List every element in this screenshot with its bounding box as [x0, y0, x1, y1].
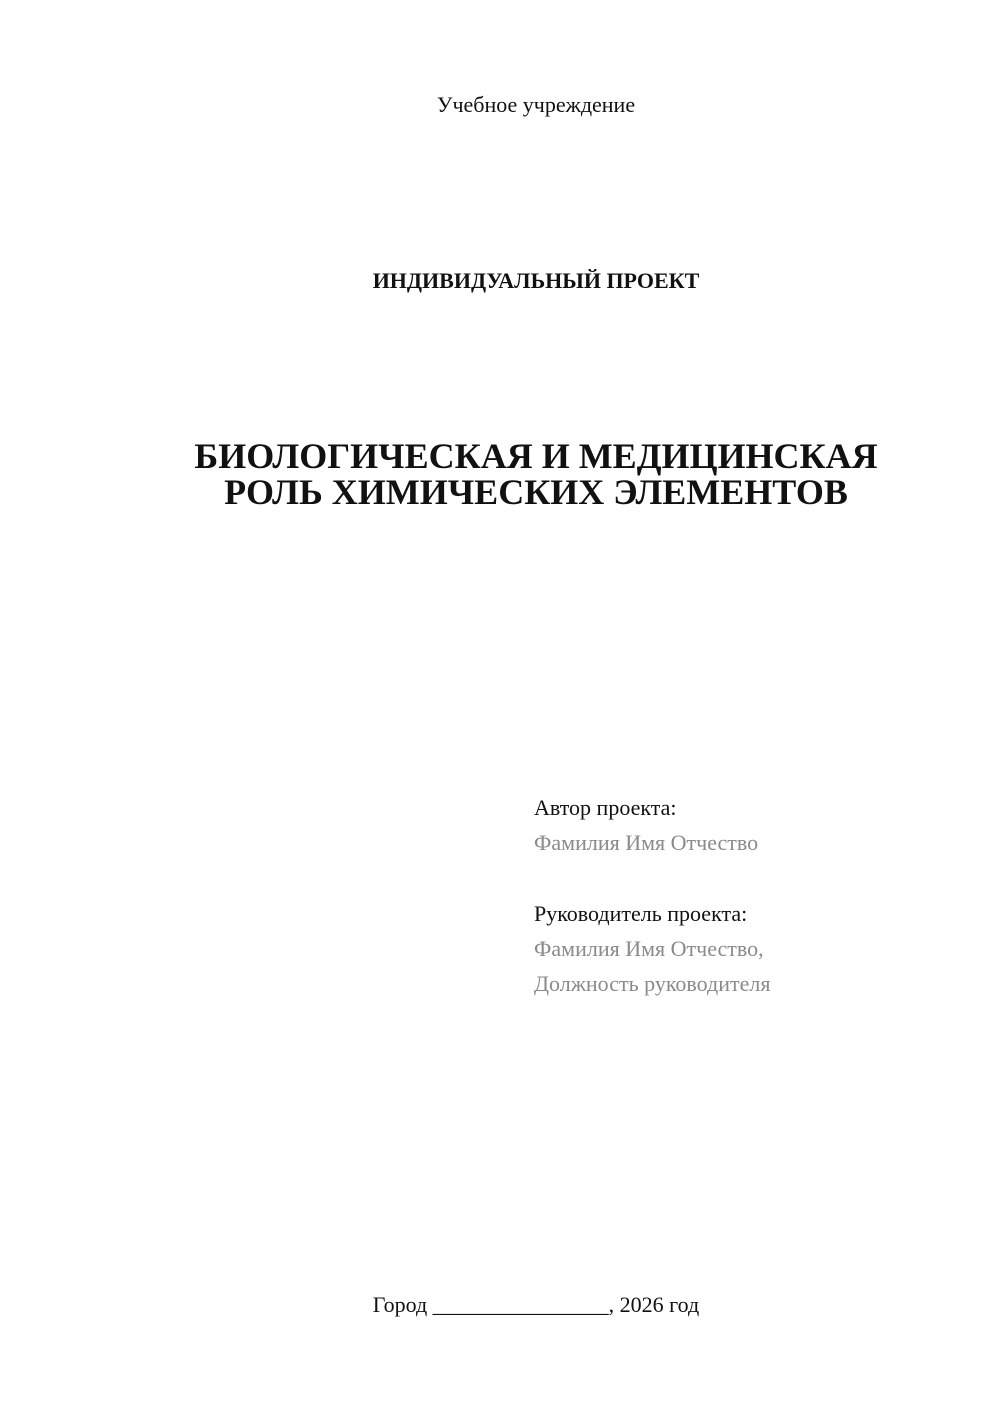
- project-credits: [534, 790, 954, 1001]
- institution-name: Учебное учреждение: [436, 92, 636, 117]
- credits-spacer: [534, 860, 954, 896]
- project-title: [0, 438, 1000, 510]
- supervisor-position: Должность руководителя: [534, 971, 771, 996]
- project-title-line-2: РОЛЬ ХИМИЧЕСКИХ ЭЛЕМЕНТОВ: [224, 472, 848, 512]
- city-year-footer: Город ________________, 2026 год: [372, 1292, 700, 1317]
- author-name: Фамилия Имя Отчество: [534, 830, 759, 855]
- supervisor-name: Фамилия Имя Отчество,: [534, 936, 764, 961]
- author-label: Автор проекта:: [534, 795, 677, 820]
- project-title-line-1: БИОЛОГИЧЕСКАЯ И МЕДИЦИНСКАЯ: [194, 436, 878, 476]
- project-type-heading: ИНДИВИДУАЛЬНЫЙ ПРОЕКТ: [372, 268, 700, 293]
- supervisor-label: Руководитель проекта:: [534, 901, 748, 926]
